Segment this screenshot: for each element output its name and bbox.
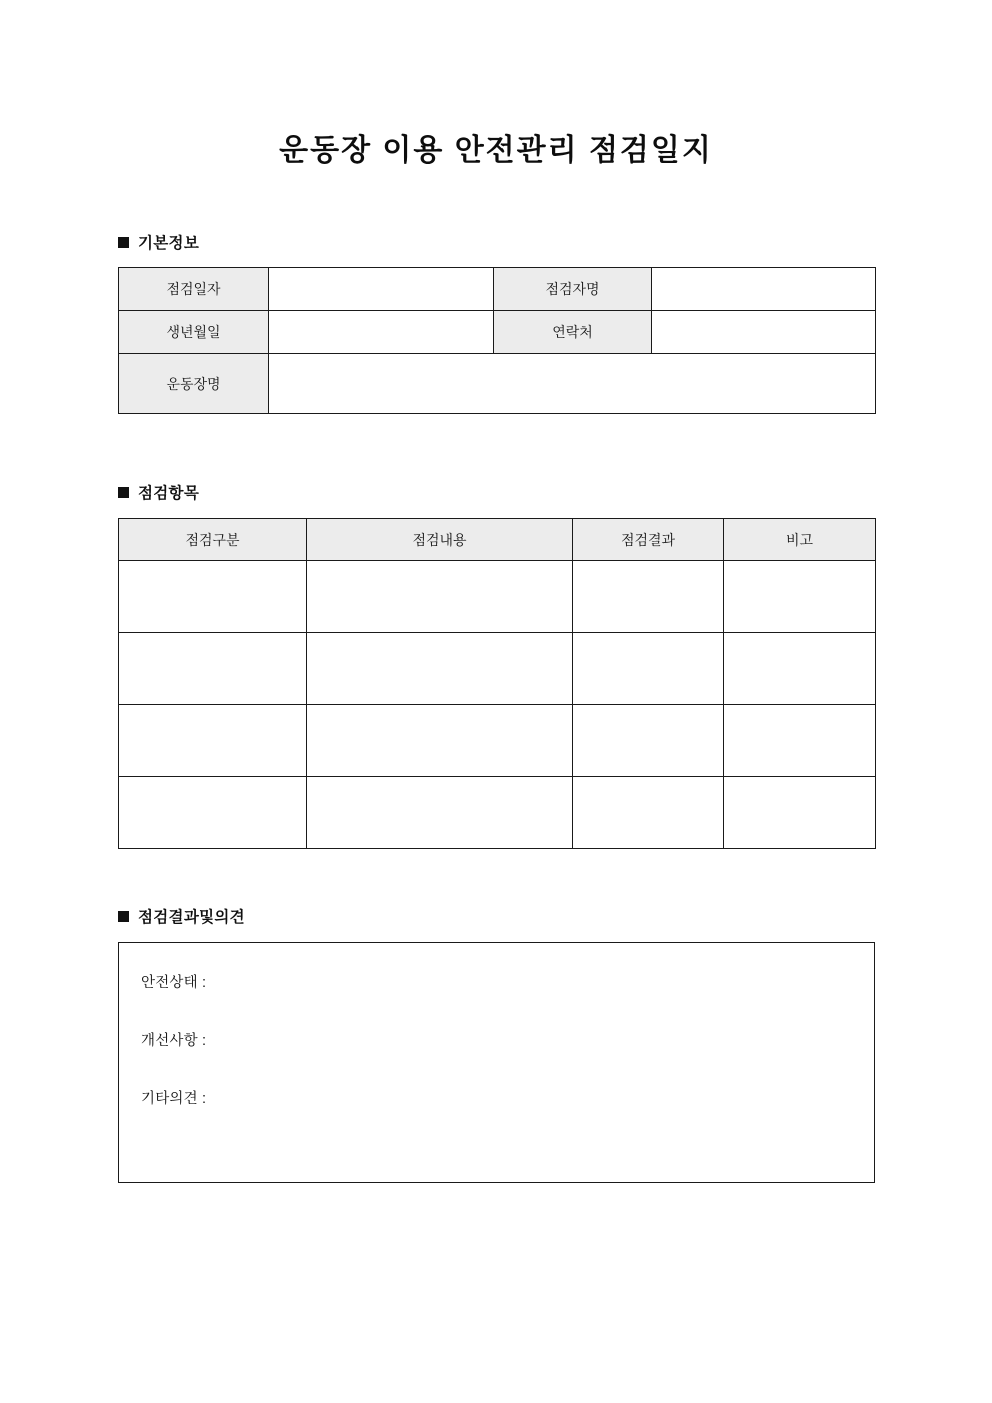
square-bullet-icon (118, 487, 129, 498)
opinion-box-wrap (0, 942, 992, 1183)
field-value-inspector-name[interactable] (652, 268, 876, 311)
section-heading-basic-info-label: 기본정보 (138, 235, 200, 252)
table-row (119, 268, 876, 311)
table-row (119, 705, 876, 777)
section-heading-results-opinion (0, 905, 992, 927)
cell-remarks[interactable] (724, 561, 876, 633)
square-bullet-icon (118, 237, 129, 248)
opinion-label-other-comments: 기타의견 : (141, 1091, 207, 1107)
cell-category[interactable] (119, 705, 307, 777)
table-row (119, 561, 876, 633)
cell-result[interactable] (573, 777, 724, 849)
field-label-inspection-date: 점검일자 (119, 268, 269, 311)
cell-category[interactable] (119, 633, 307, 705)
field-value-field-name[interactable] (269, 354, 876, 414)
cell-result[interactable] (573, 561, 724, 633)
cell-content[interactable] (307, 633, 573, 705)
spacer-after-items (0, 849, 992, 905)
column-header-result: 점검결과 (573, 519, 724, 561)
table-row (119, 311, 876, 354)
basic-info-table-wrap (0, 267, 992, 414)
cell-remarks[interactable] (724, 777, 876, 849)
opinion-label-safety-status: 안전상태 : (141, 975, 207, 991)
cell-result[interactable] (573, 705, 724, 777)
spacer-after-title (0, 169, 992, 231)
basic-info-table (118, 267, 876, 414)
table-row (119, 777, 876, 849)
field-label-inspector-name: 점검자명 (494, 268, 652, 311)
cell-remarks[interactable] (724, 633, 876, 705)
section-heading-results-opinion-label: 점검결과및의견 (138, 909, 245, 926)
page-title: 운동장 이용 안전관리 점검일지 (279, 134, 713, 167)
field-value-contact[interactable] (652, 311, 876, 354)
field-value-birth-date[interactable] (269, 311, 494, 354)
cell-content[interactable] (307, 777, 573, 849)
field-label-field-name: 운동장명 (119, 354, 269, 414)
column-header-remarks: 비고 (724, 519, 876, 561)
inspection-items-table-wrap (0, 518, 992, 849)
opinion-textarea[interactable] (118, 942, 875, 1183)
field-label-birth-date: 생년월일 (119, 311, 269, 354)
table-row (119, 633, 876, 705)
opinion-label-improvements: 개선사항 : (141, 1033, 207, 1049)
section-heading-inspection-items-label: 점검항목 (138, 485, 200, 502)
cell-content[interactable] (307, 561, 573, 633)
section-heading-inspection-items (0, 481, 992, 503)
cell-category[interactable] (119, 561, 307, 633)
section-heading-basic-info (0, 231, 992, 253)
table-header-row (119, 519, 876, 561)
cell-content[interactable] (307, 705, 573, 777)
inspection-items-table (118, 518, 876, 849)
table-row (119, 354, 876, 414)
cell-result[interactable] (573, 633, 724, 705)
column-header-content: 점검내용 (307, 519, 573, 561)
cell-remarks[interactable] (724, 705, 876, 777)
square-bullet-icon (118, 911, 129, 922)
column-header-category: 점검구분 (119, 519, 307, 561)
field-label-contact: 연락처 (494, 311, 652, 354)
spacer-after-basic-info (0, 414, 992, 481)
field-value-inspection-date[interactable] (269, 268, 494, 311)
cell-category[interactable] (119, 777, 307, 849)
